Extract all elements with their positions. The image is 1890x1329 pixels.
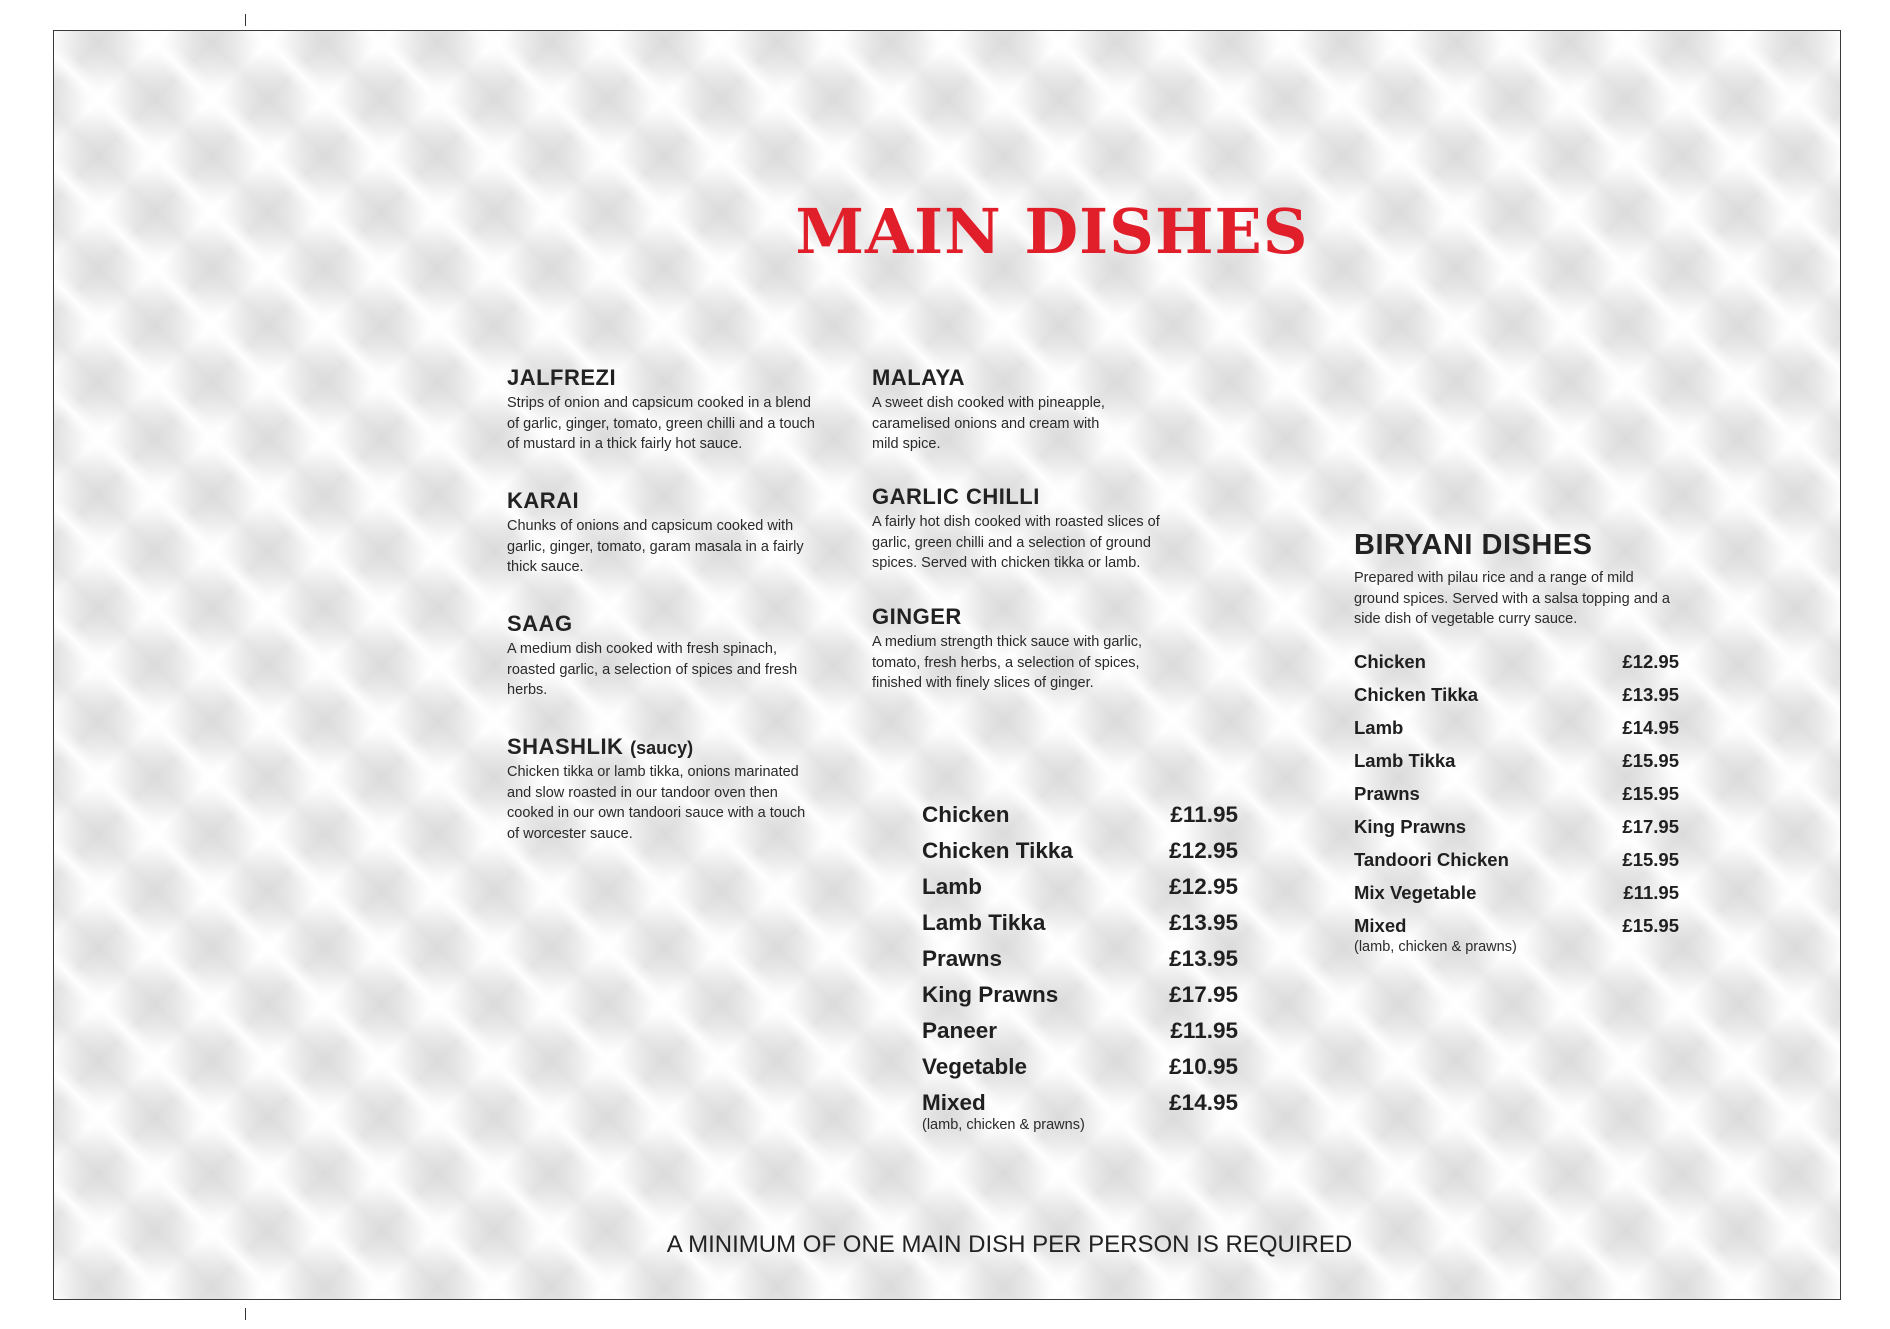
biryani-row-chicken-tikka: Chicken Tikka £13.95 [1354,684,1679,705]
price-row-chicken: Chicken £11.95 [922,802,1238,827]
price-row-vegetable: Vegetable £10.95 [922,1054,1238,1079]
menu-page [53,30,1841,1300]
main-price-list [922,797,1238,1133]
footer-note: A MINIMUM OF ONE MAIN DISH PER PERSON IS REQUIRED [666,1231,1353,1258]
price-row-paneer: Paneer £11.95 [922,1018,1238,1043]
dish-description: A medium strength thick sauce with garlic, tomato, fresh herbs, a selection of spices, finished with finely slices of ginger. [872,634,1142,691]
dish-name: KARAI [507,488,580,513]
dish-description: A sweet dish cooked with pineapple, caramelised onions and cream with mild spice. [872,395,1105,452]
dish-description: Chicken tikka or lamb tikka, onions marinated and slow roasted in our tandoor oven then cooked in our own tandoori sauce with a touch of worcester sauce. [507,764,806,842]
section-title: BIRYANI DISHES [1354,529,1593,561]
dish-karai [507,488,847,578]
biryani-row-mixed: Mixed £15.95 [1354,915,1679,936]
dish-name: JALFREZI [507,365,617,390]
biryani-mixed-note: (lamb, chicken & prawns) [1354,938,1517,955]
price-row-chicken-tikka: Chicken Tikka £12.95 [922,838,1238,863]
biryani-price-list [1354,646,1679,955]
biryani-row-lamb-tikka: Lamb Tikka £15.95 [1354,750,1679,771]
dish-description: A medium dish cooked with fresh spinach, roasted garlic, a selection of spices and fresh herbs. [507,641,798,698]
dish-name-suffix: (saucy) [630,738,694,758]
dish-ginger [872,604,1212,694]
biryani-section [1354,529,1699,955]
biryani-row-king-prawns: King Prawns £17.95 [1354,816,1679,837]
dish-shashlik [507,734,847,844]
biryani-row-prawns: Prawns £15.95 [1354,783,1679,804]
price-row-mixed: Mixed £14.95 [922,1090,1238,1115]
crop-mark-bottom [245,1308,246,1320]
dish-saag [507,611,847,701]
dish-jalfrezi [507,365,847,455]
dish-garlic-chilli [872,484,1212,574]
dish-name: SHASHLIK (saucy) [507,734,694,759]
section-description: Prepared with pilau rice and a range of mild ground spices. Served with a salsa topping and a side dish of vegetable curry sauce. [1354,570,1670,627]
crop-mark-top [245,14,246,26]
mixed-note: (lamb, chicken & prawns) [922,1117,1085,1133]
dish-description: A fairly hot dish cooked with roasted slices of garlic, green chilli and a selection of ground spices. Served with chicken tikka or lamb. [872,514,1160,571]
dish-malaya [872,365,1212,455]
price-row-lamb-tikka: Lamb Tikka £13.95 [922,910,1238,935]
price-row-prawns: Prawns £13.95 [922,946,1238,971]
dish-name: GARLIC CHILLI [872,484,1040,509]
biryani-row-mix-vegetable: Mix Vegetable £11.95 [1354,882,1679,903]
dish-description: Strips of onion and capsicum cooked in a blend of garlic, ginger, tomato, green chilli and a touch of mustard in a thick fairly hot sauce. [507,395,815,452]
dish-name: GINGER [872,604,962,629]
price-row-lamb: Lamb £12.95 [922,874,1238,899]
biryani-row-tandoori-chicken: Tandoori Chicken £15.95 [1354,849,1679,870]
dish-name: MALAYA [872,365,966,390]
page-title: MAIN DISHES [795,195,1309,268]
biryani-row-chicken: Chicken £12.95 [1354,651,1679,672]
price-row-king-prawns: King Prawns £17.95 [922,982,1238,1007]
dish-name: SAAG [507,611,573,636]
dish-description: Chunks of onions and capsicum cooked with garlic, ginger, tomato, garam masala in a fairly thick sauce. [507,518,804,575]
biryani-row-lamb: Lamb £14.95 [1354,717,1679,738]
